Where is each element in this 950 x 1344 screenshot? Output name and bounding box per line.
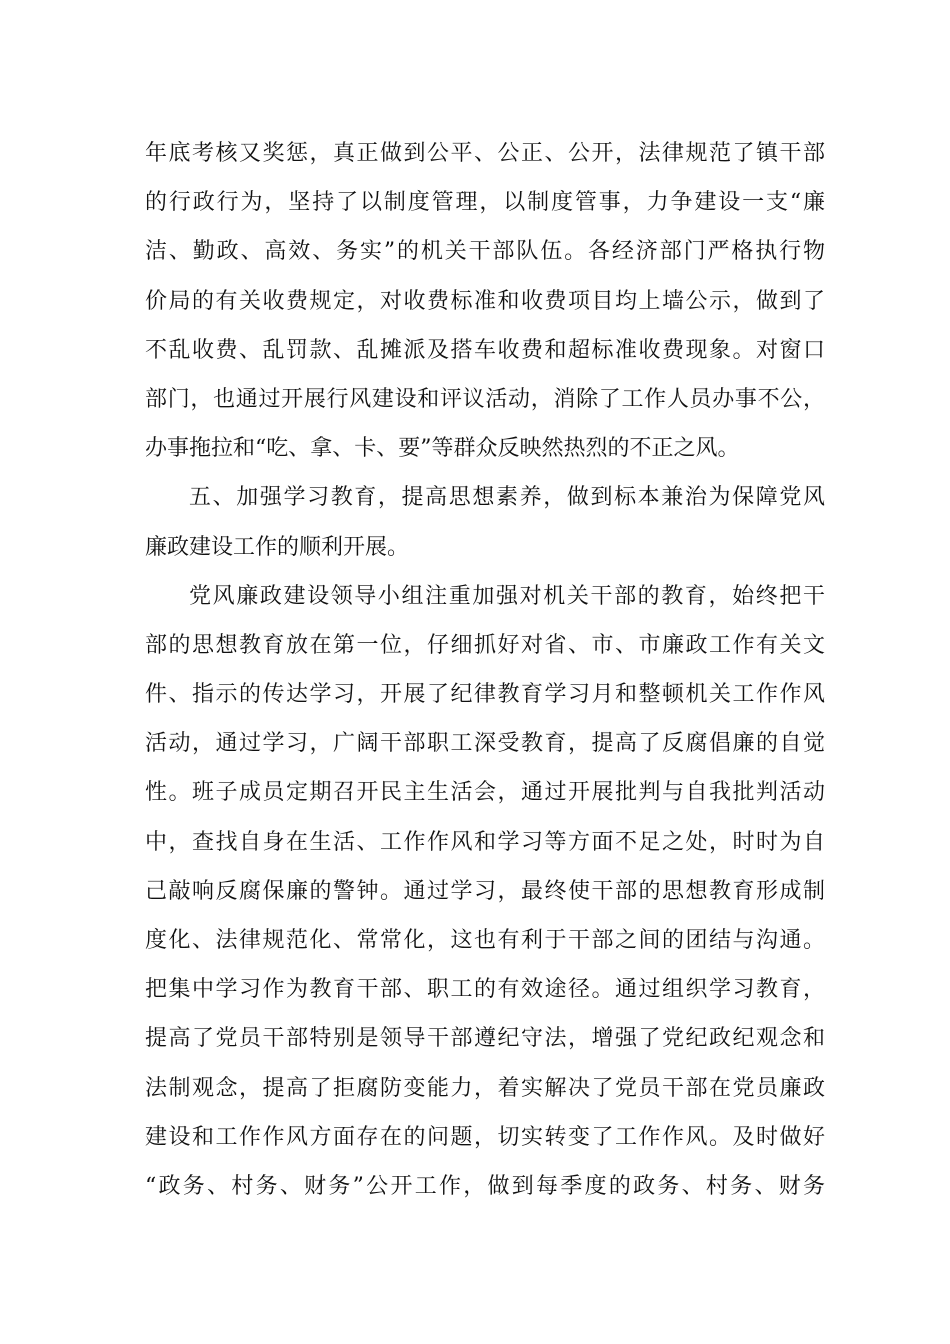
text-line: 部门，也通过开展行风建设和评议活动，消除了工作人员办事不公，: [145, 386, 825, 412]
text-line: 活动，通过学习，广阔干部职工深受教育，提高了反腐倡廉的自觉: [145, 731, 825, 757]
section-heading-line: 五、加强学习教育，提高思想素养，做到标本兼治为保障党风: [189, 485, 825, 511]
body-text: [145, 129, 825, 1211]
text-line: 件、指示的传达学习，开展了纪律教育学习月和整顿机关工作作风: [145, 682, 825, 708]
text-line: 度化、法律规范化、常常化，这也有利于干部之间的团结与沟通。: [145, 928, 825, 953]
text-line: 己敲响反腐保廉的警钟。通过学习，最终使干部的思想教育形成制: [145, 878, 825, 904]
text-line: 的行政行为，坚持了以制度管理，以制度管事，力争建设一支“廉: [145, 190, 825, 216]
text-line: 建设和工作作风方面存在的问题，切实转变了工作作风。及时做好: [145, 1124, 825, 1150]
text-line: “政务、村务、财务”公开工作，做到每季度的政务、村务、财务: [145, 1173, 825, 1199]
text-line: 法制观念，提高了拒腐防变能力，着实解决了党员干部在党员廉政: [145, 1075, 825, 1101]
text-line: 党风廉政建设领导小组注重加强对机关干部的教育，始终把干: [189, 583, 825, 609]
text-line: 不乱收费、乱罚款、乱摊派及搭车收费和超标准收费现象。对窗口: [145, 337, 825, 363]
text-line: 洁、勤政、高效、务实”的机关干部队伍。各经济部门严格执行物: [145, 239, 825, 265]
text-line: 年底考核又奖惩，真正做到公平、公正、公开，法律规范了镇干部: [145, 141, 825, 166]
text-line: 中，查找自身在生活、工作作风和学习等方面不足之处，时时为自: [145, 829, 825, 855]
text-line: 办事拖拉和“吃、拿、卡、要”等群众反映然热烈的不正之风。: [145, 436, 740, 462]
text-line: 性。班子成员定期召开民主生活会，通过开展批判与自我批判活动: [145, 780, 825, 806]
text-line: 价局的有关收费规定，对收费标准和收费项目均上墙公示，做到了: [145, 288, 825, 314]
section-heading-line: 廉政建设工作的顺利开展。: [145, 534, 410, 560]
text-line: 提高了党员干部特别是领导干部遵纪守法，增强了党纪政纪观念和: [145, 1026, 825, 1052]
text-line: 把集中学习作为教育干部、职工的有效途径。通过组织学习教育，: [145, 977, 825, 1003]
text-line: 部的思想教育放在第一位，仔细抓好对省、市、市廉政工作有关文: [145, 632, 825, 658]
